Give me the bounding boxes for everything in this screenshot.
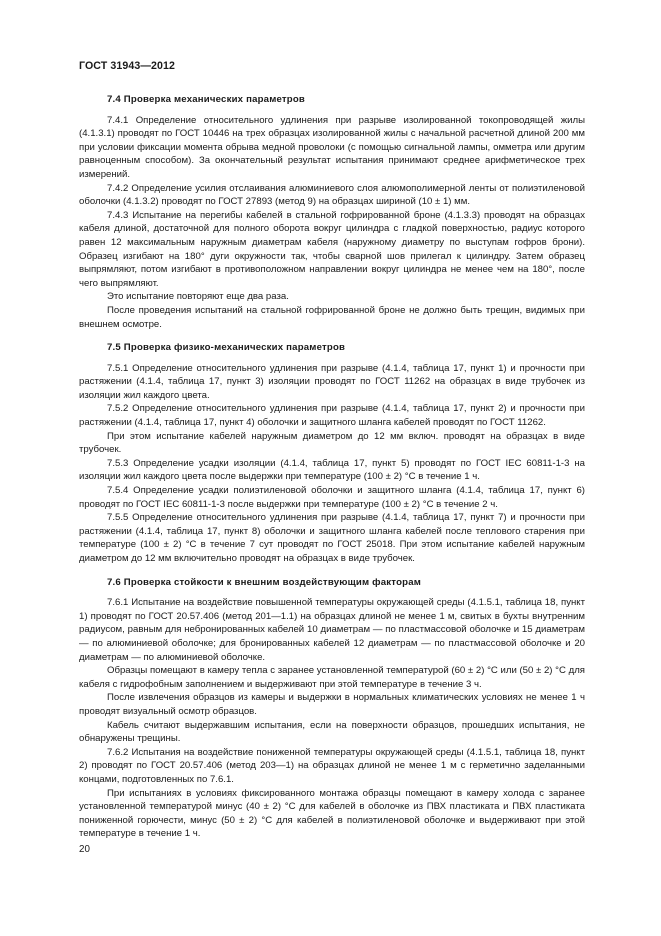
section-heading-7-5: 7.5 Проверка физико-механических параметров (107, 342, 346, 354)
document-body (79, 93, 585, 841)
paragraph-7-4-3-repeat: Это испытание повторяют еще два раза. (107, 291, 289, 303)
paragraph-7-4-3-result: После проведения испытаний на стальной гофрированной броне не должно быть трещин, видимых при внешнем осмотре. (79, 304, 585, 330)
paragraph-7-5-3: 7.5.3 Определение усадки изоляции (4.1.4, таблица 17, пункт 5) проводят по ГОСТ IEC 60811-1-3 на изоляции жил каждого цвета после выдержки при температуре (100 ± 2) °С в течение 1 ч. (79, 457, 585, 483)
page-number: 20 (79, 844, 90, 855)
paragraph-7-6-2-mounting: При испытаниях в условиях фиксированного монтажа образцы помещают в камеру холода с заранее установленной температурой минус (40 ± 2) °С для кабелей в оболочке из ПВХ пластиката и ПВХ пластиката пониженной горючести, минус (50 ± 2) °С для кабелей в полиэтиленовой оболочке и выдерживают при этой температуре в течение 1 ч. (79, 787, 585, 840)
section-heading-7-4: 7.4 Проверка механических параметров (107, 94, 306, 105)
paragraph-7-5-2: 7.5.2 Определение относительного удлинения при разрыве (4.1.4, таблица 17, пункт 2) и прочности при растяжении (4.1.4, таблица 17, пункт 4) оболочки и защитного шланга кабелей проводят по ГОСТ 11262. (79, 403, 585, 429)
paragraph-7-4-1: 7.4.1 Определение относительного удлинения при разрыве изолированной токопроводящей жилы (4.1.3.1) проводят по ГОСТ 10446 на трех образцах изолированной жилы с начальной расчетной длиной 200 мм при условии фиксации момента обрыва медной проволоки (с помощью сигнальной лампы, омметра или другим равноценным способом). За окончательный результат испытания принимают среднее арифметическое трех измерений. (79, 114, 585, 180)
paragraph-7-6-1-inspection: После извлечения образцов из камеры и выдержки в нормальных климатических условиях не менее 1 ч проводят визуальный осмотр образцов. (79, 692, 585, 717)
paragraph-7-6-1-chamber: Образцы помещают в камеру тепла с заранее установленной температурой (60 ± 2) °С или (50 ± 2) °С для кабеля с гидрофобным заполнением и выдерживают при этой температуре в течение 3 ч. (79, 665, 585, 690)
section-heading-7-6: 7.6 Проверка стойкости к внешним воздействующим факторам (107, 576, 422, 588)
page-header-title: ГОСТ 31943—2012 (79, 60, 176, 72)
paragraph-7-6-1: 7.6.1 Испытание на воздействие повышенной температуры окружающей среды (4.1.5.1, таблица 18, пункт 1) проводят по ГОСТ 20.57.406 (метод 201—1.1) на образцах длиной не менее 1 м, свитых в бухты внутренним радиусом, равным для небронированных кабелей 10 диаметрам — по пластмассовой оболочке и 15 диаметрам — по алюминиевой оболочке; для бронированных кабелей 12 диаметрам — по пластмассовой оболочке и 20 диаметрам — по алюминиевой оболочке. (79, 597, 585, 663)
paragraph-7-5-5: 7.5.5 Определение относительного удлинения при разрыве (4.1.4, таблица 17, пункт 7) и прочности при растяжении (4.1.4, таблица 17, пункт 8) оболочки и защитного шланга кабелей после теплового старения при температуре (100 ± 2) °С в течение 7 сут проводят по ГОСТ 25018. При этом испытание кабелей наружным диаметром до 12 мм включительно проводят на образцах в виде трубочек. (79, 512, 585, 564)
paragraph-7-4-3: 7.4.3 Испытание на перегибы кабелей в стальной гофрированной броне (4.1.3.3) проводят на образцах кабеля длиной, достаточной для полного оборота вокруг цилиндра с гладкой поверхностью, радиус которого равен 12 максимальным наружным диаметрам кабеля (наружному диаметру по выступам гофров брони). Образец изгибают на 180° дуги окружности так, чтобы сварной шов прилегал к цилиндру. Затем образец выпрямляют, потом изгибают в противоположном направлении вокруг цилиндра не менее чем на 180°, после чего выпрямляют. (79, 209, 585, 289)
paragraph-7-6-1-criteria: Кабель считают выдержавшим испытания, если на поверхности образцов, прошедших испытания, не обнаружены трещины. (79, 719, 585, 745)
paragraph-7-5-1: 7.5.1 Определение относительного удлинения при разрыве (4.1.4, таблица 17, пункт 1) и прочности при растяжении (4.1.4, таблица 17, пункт 3) изоляции проводят по ГОСТ 11262 на образцах в виде трубочек из изоляции жил каждого цвета. (79, 362, 585, 401)
paragraph-7-5-4: 7.5.4 Определение усадки полиэтиленовой оболочки и защитного шланга (4.1.4, таблица 17, пункт 6) проводят по ГОСТ IEC 60811-1-3 после выдержки при температуре (100 ± 2) °С в течение 2 ч. (79, 485, 585, 510)
paragraph-7-4-2: 7.4.2 Определение усилия отслаивания алюминиевого слоя алюмополимерной ленты от полиэтиленовой оболочки (4.1.3.2) проводят по ГОСТ 27893 (метод 9) на образцах шириной (10 ± 1) мм. (79, 182, 585, 208)
paragraph-7-5-2-note: При этом испытание кабелей наружным диаметром до 12 мм включ. проводят на образцах в виде трубочек. (79, 430, 585, 456)
paragraph-7-6-2: 7.6.2 Испытания на воздействие пониженной температуры окружающей среды (4.1.5.1, таблица 18, пункт 2) проводят по ГОСТ 20.57.406 (метод 203—1) на образцах длиной не менее 1 м с герметично заделанными концами, подготовленных по 7.6.1. (79, 746, 585, 785)
